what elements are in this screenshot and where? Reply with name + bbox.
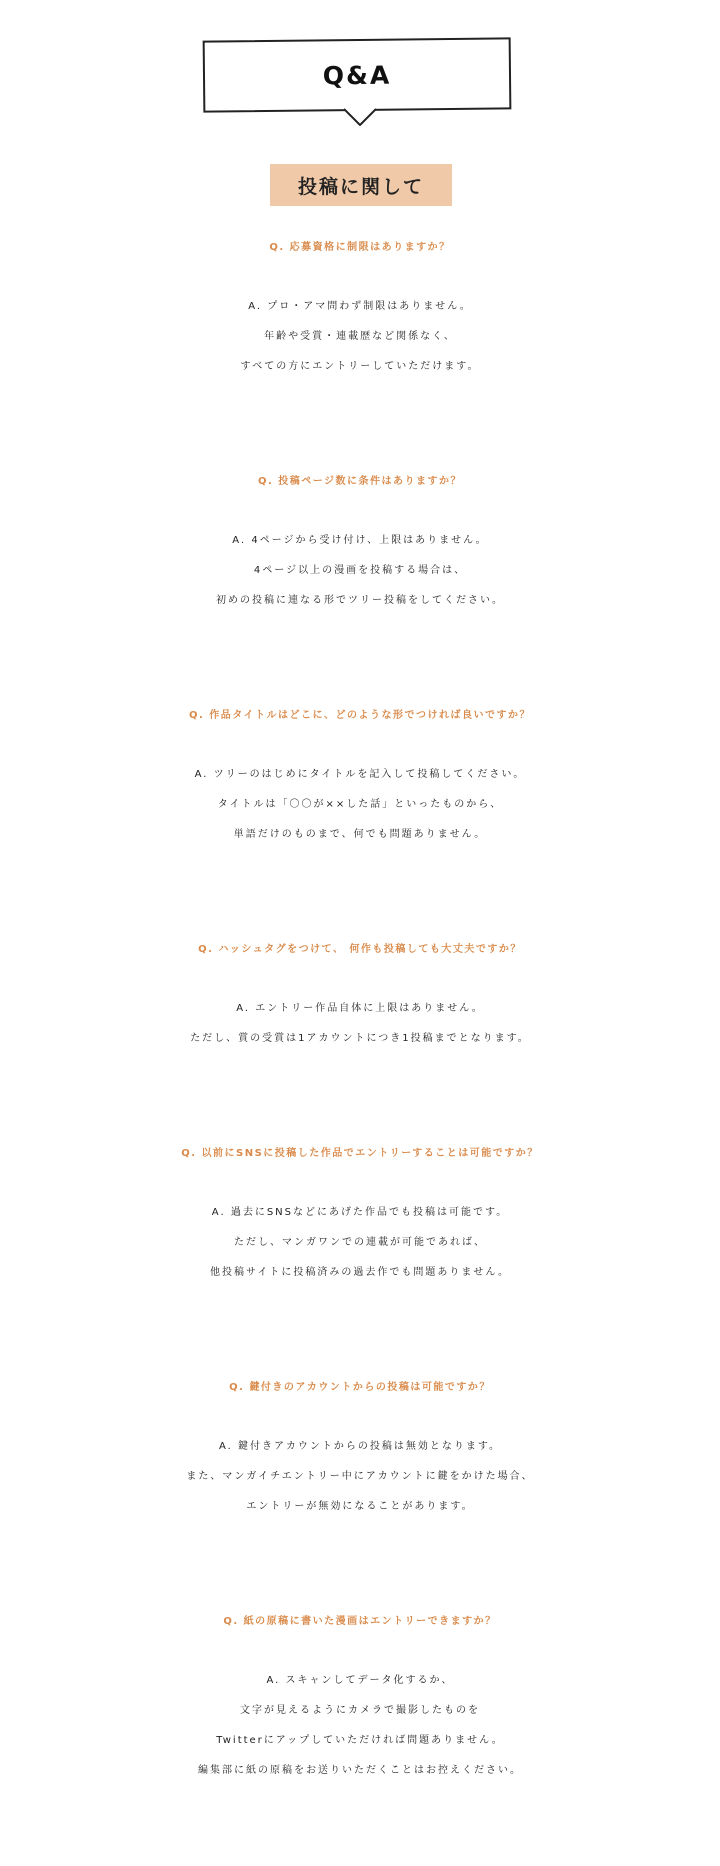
qa-heading-bubble	[203, 37, 512, 112]
answer-line: Twitterにアップしていただければ問題ありません。	[216, 1735, 504, 1746]
answer-line: また、マンガイチエントリー中にアカウントに鍵をかけた場合、	[186, 1471, 534, 1482]
answer-block	[0, 292, 720, 382]
section-label-text: 投稿に関して	[297, 175, 424, 198]
qa-item	[0, 1134, 720, 1288]
answer-line: 単語だけのものまで、何でも問題ありません。	[233, 829, 487, 840]
qa-item	[0, 228, 720, 382]
qa-item	[0, 696, 720, 850]
qa-item	[0, 930, 720, 1054]
answer-line: 初めの投稿に連なる形でツリー投稿をしてください。	[216, 595, 504, 606]
answer-block	[0, 1432, 720, 1522]
question-text: Q. 鍵付きのアカウントからの投稿は可能ですか？	[229, 1382, 491, 1393]
answer-line: 他投稿サイトに投稿済みの過去作でも問題ありません。	[210, 1267, 510, 1278]
answer-line: ただし、賞の受賞は1アカウントにつき1投稿までとなります。	[190, 1033, 530, 1044]
question-text: Q. ハッシュタグをつけて、 何作も投稿しても大丈夫ですか？	[198, 944, 522, 955]
qa-item	[0, 462, 720, 616]
answer-block	[0, 1666, 720, 1786]
answer-line: A. プロ・アマ問わず制限はありません。	[248, 301, 472, 312]
answer-block	[0, 1198, 720, 1288]
answer-block	[0, 994, 720, 1054]
answer-line: 年齢や受賞・連載歴など関係なく、	[264, 331, 456, 342]
answer-line: 4ページ以上の漫画を投稿する場合は、	[253, 565, 467, 576]
answer-line: A. スキャンしてデータ化するか、	[266, 1675, 454, 1686]
answer-line: 文字が見えるようにカメラで撮影したものを	[240, 1705, 480, 1716]
speech-bubble-tail-icon	[344, 108, 376, 126]
answer-line: 編集部に紙の原稿をお送りいただくことはお控えください。	[198, 1765, 522, 1776]
answer-line: A. 鍵付きアカウントからの投稿は無効となります。	[218, 1441, 502, 1452]
section-label	[270, 164, 452, 206]
question-text: Q. 応募資格に制限はありますか？	[269, 242, 451, 253]
answer-block	[0, 760, 720, 850]
question-text: Q. 以前にSNSに投稿した作品でエントリーすることは可能ですか？	[181, 1148, 539, 1159]
question-text: Q. 紙の原稿に書いた漫画はエントリーできますか？	[223, 1616, 497, 1627]
question-text: Q. 投稿ページ数に条件はありますか？	[257, 476, 463, 487]
qa-item	[0, 1602, 720, 1786]
answer-line: A. エントリー作品自体に上限はありません。	[236, 1003, 484, 1014]
page-title: Q&A	[322, 60, 392, 90]
answer-line: すべての方にエントリーしていただけます。	[240, 361, 480, 372]
qa-list	[0, 228, 720, 1866]
qa-item	[0, 1368, 720, 1522]
answer-line: A. 過去にSNSなどにあげた作品でも投稿は可能です。	[211, 1207, 509, 1218]
answer-line: ただし、マンガワンでの連載が可能であれば、	[234, 1237, 486, 1248]
answer-line: A. 4ページから受け付け、上限はありません。	[232, 535, 488, 546]
answer-line: エントリーが無効になることがあります。	[246, 1501, 474, 1512]
answer-line: タイトルは「〇〇が××した話」といったものから、	[217, 799, 503, 810]
answer-block	[0, 526, 720, 616]
answer-line: A. ツリーのはじめにタイトルを記入して投稿してください。	[194, 769, 526, 780]
question-text: Q. 作品タイトルはどこに、どのような形でつければ良いですか？	[188, 710, 532, 721]
